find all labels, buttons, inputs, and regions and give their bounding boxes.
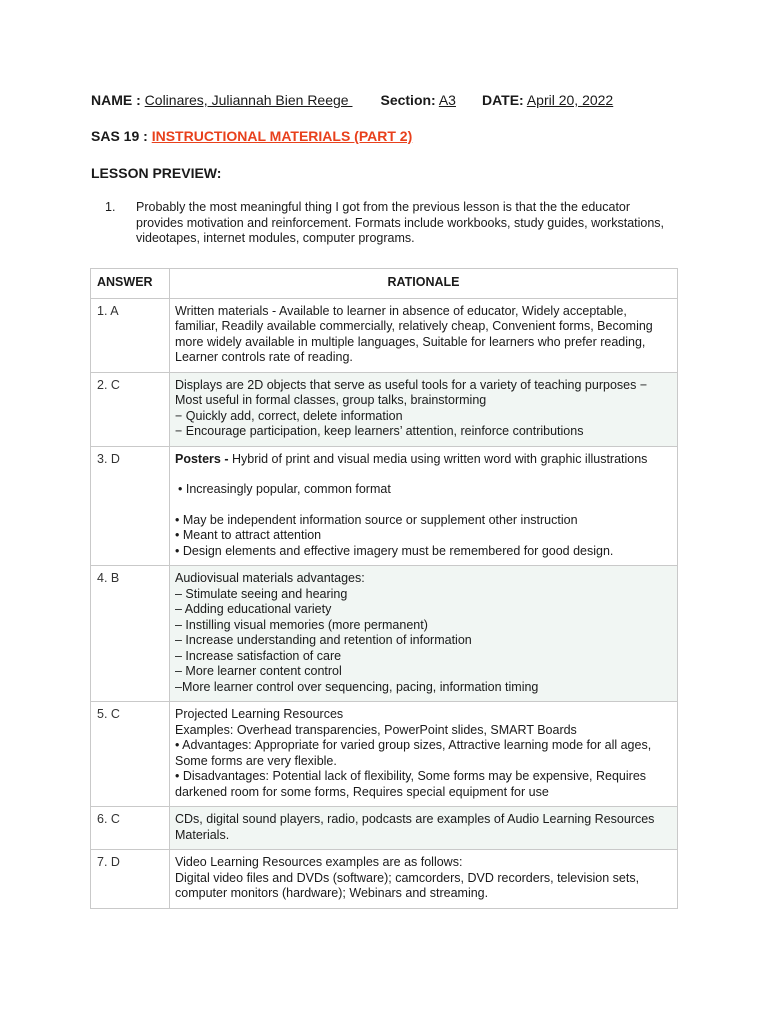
rationale-line: Projected Learning Resources: [175, 707, 344, 721]
rationale-line: • Increasingly popular, common format: [178, 482, 391, 496]
rationale-line: – Instilling visual memories (more permanent): [175, 617, 428, 632]
list-item-text: Probably the most meaningful thing I got from the previous lesson is that the the educator provides motivation and reinforcement. Formats include workbooks, study guides, workstations, videotapes, internet modules, computer programs.: [136, 200, 665, 245]
rationale-line: – Increase satisfaction of care: [175, 648, 342, 663]
rationale-line: Displays are 2D objects that serve as useful tools for a variety of teaching purposes − Most useful in formal classes, group talks, brainstorming: [175, 377, 648, 407]
answer-cell: 7. D: [91, 850, 170, 909]
rationale-line: – More learner content control: [175, 664, 342, 678]
table-row: [91, 807, 678, 850]
date-value: April 20, 2022: [526, 92, 614, 108]
header-line: [91, 92, 613, 108]
rationale-cell: [170, 566, 678, 702]
rationale-cell: [170, 446, 678, 566]
rationale-line: CDs, digital sound players, radio, podcasts are examples of Audio Learning Resources Materials.: [175, 812, 655, 842]
answer-column-header: ANSWER: [91, 269, 170, 299]
table-row: [91, 446, 678, 566]
rationale-line: − Quickly add, correct, delete information: [175, 408, 403, 423]
rationale-line: Audiovisual materials advantages:: [175, 571, 365, 585]
table-row: [91, 298, 678, 372]
rationale-lead-text: Hybrid of print and visual media using written word with graphic illustrations: [231, 451, 648, 466]
rationale-cell: [170, 850, 678, 909]
rationale-cell: [170, 298, 678, 372]
rationale-line: –More learner control over sequencing, pacing, information timing: [175, 679, 539, 694]
rationale-line: – Stimulate seeing and hearing: [175, 586, 348, 601]
rationale-line: Examples: Overhead transparencies, PowerPoint slides, SMART Boards: [175, 722, 577, 737]
rationale-column-header: RATIONALE: [170, 269, 678, 299]
lesson-preview-heading: LESSON PREVIEW:: [91, 165, 222, 181]
section-value: A3: [438, 92, 456, 108]
table-header-row: [91, 269, 678, 299]
rationale-line: • Meant to attract attention: [175, 528, 322, 542]
rationale-line: Digital video files and DVDs (software); camcorders, DVD recorders, television sets, computer monitors (hardware); Webinars and streaming.: [175, 870, 640, 900]
rationale-line: – Adding educational variety: [175, 602, 332, 616]
rationale-cell: [170, 372, 678, 446]
section-label: Section:: [380, 92, 436, 108]
rationale-line: Video Learning Resources examples are as follows:: [175, 855, 463, 869]
table-row: [91, 850, 678, 909]
rationale-line: Written materials - Available to learner in absence of educator, Widely acceptable, familiar, Readily available commercially, relatively cheap, Convenient forms, Becoming more widely available in multiple languages, Suitable for learners who prefer reading, Learner controls rate of reading.: [175, 303, 653, 364]
sas-heading: [91, 128, 412, 144]
rationale-cell: [170, 807, 678, 850]
table-row: [91, 566, 678, 702]
date-label: DATE:: [481, 92, 524, 108]
name-value: Colinares, Juliannah Bien Reege: [144, 92, 353, 108]
answer-cell: 5. C: [91, 702, 170, 807]
answer-cell: 3. D: [91, 446, 170, 566]
rationale-line: • May be independent information source or supplement other instruction: [175, 512, 578, 527]
rationale-line: − Encourage participation, keep learners’ attention, reinforce contributions: [175, 424, 584, 438]
rationale-line: – Increase understanding and retention of information: [175, 633, 472, 647]
rationale-lead: [175, 452, 671, 468]
lesson-preview-list: [91, 200, 671, 247]
sas-label: SAS 19 :: [91, 128, 152, 144]
answer-cell: 4. B: [91, 566, 170, 702]
list-item-number: 1.: [105, 200, 116, 214]
sas-title: INSTRUCTIONAL MATERIALS (PART 2): [151, 128, 413, 144]
table-row: [91, 702, 678, 807]
answer-cell: 1. A: [91, 298, 170, 372]
rationale-cell: [170, 702, 678, 807]
name-label: NAME :: [91, 92, 141, 108]
table-row: [91, 372, 678, 446]
rationale-bold-lead: Posters -: [175, 451, 232, 466]
answer-cell: 6. C: [91, 807, 170, 850]
answer-cell: 2. C: [91, 372, 170, 446]
rationale-line: • Advantages: Appropriate for varied group sizes, Attractive learning mode for all ages, Some forms are very flexible.: [175, 738, 652, 768]
rationale-line: • Disadvantages: Potential lack of flexibility, Some forms may be expensive, Requires darkened room for some forms, Requires special equipment for use: [175, 769, 647, 799]
rationale-line: • Design elements and effective imagery must be remembered for good design.: [175, 543, 614, 558]
answer-rationale-table: [90, 268, 678, 909]
